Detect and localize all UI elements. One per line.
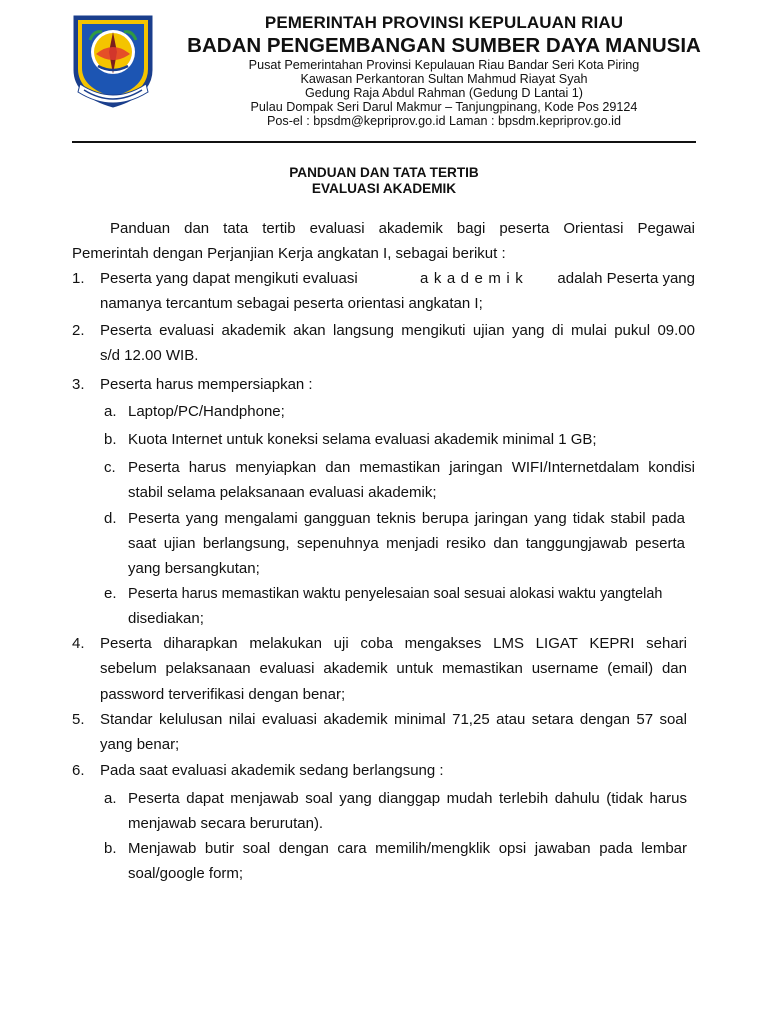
- list-number: 6.: [72, 762, 85, 779]
- sublist-letter: a.: [104, 790, 117, 807]
- letterhead-address-line: Kawasan Perkantoran Sultan Mahmud Riayat Syah: [300, 72, 588, 86]
- letterhead-address-line: Pusat Pemerintahan Provinsi Kepulauan Riau Bandar Seri Kota Piring: [248, 58, 640, 72]
- letterhead-address-line: Gedung Raja Abdul Rahman (Gedung D Lantai 1): [305, 86, 583, 100]
- sublist-item-line: Peserta dapat menjawab soal yang dianggap mudah terlebih dahulu (tidak harus: [128, 790, 687, 807]
- list-item-line-spaced: akademik: [420, 270, 529, 287]
- list-number: 1.: [72, 270, 85, 287]
- sublist-letter: d.: [104, 510, 117, 527]
- letterhead-address-line: Pulau Dompak Seri Darul Makmur – Tanjungpinang, Kode Pos 29124: [250, 100, 638, 114]
- sublist-item-line: menjawab secara berurutan).: [128, 815, 324, 832]
- list-item-line: Standar kelulusan nilai evaluasi akademik minimal 71,25 atau setara dengan 57 soal: [100, 711, 687, 728]
- list-item-line: yang benar;: [100, 736, 180, 753]
- sublist-item-line: Laptop/PC/Handphone;: [128, 403, 285, 420]
- sublist-item-line: Menjawab butir soal dengan cara memilih/mengklik opsi jawaban pada lembar: [128, 840, 687, 857]
- sublist-item-line: saat ujian berlangsung, sepenuhnya menjadi resiko dan tanggungjawab peserta: [128, 535, 685, 552]
- sublist-letter: c.: [104, 459, 116, 476]
- sublist-letter: e.: [104, 585, 117, 602]
- letterhead-contact-line: Pos-el : bpsdm@kepriprov.go.id Laman : bpsdm.kepriprov.go.id: [267, 114, 621, 128]
- sublist-item-line: Peserta harus menyiapkan dan memastikan jaringan WIFI/Internetdalam kondisi: [128, 459, 695, 476]
- sublist-item-line: Peserta harus memastikan waktu penyelesaian soal sesuai alokasi waktu yangtelah: [128, 586, 663, 602]
- document-title: PANDUAN DAN TATA TERTIB: [289, 165, 479, 180]
- list-item-line: Peserta evaluasi akademik akan langsung mengikuti ujian yang di mulai pukul 09.00: [100, 322, 695, 339]
- sublist-item-line: Kuota Internet untuk koneksi selama evaluasi akademik minimal 1 GB;: [128, 431, 597, 448]
- list-item-line: sebelum pelaksanaan evaluasi akademik untuk memastikan username (email) dan: [100, 660, 687, 677]
- list-number: 5.: [72, 711, 85, 728]
- list-item-line: s/d 12.00 WIB.: [100, 347, 199, 364]
- sublist-letter: b.: [104, 840, 117, 857]
- sublist-item-line: yang bersangkutan;: [128, 560, 260, 577]
- sublist-letter: b.: [104, 431, 117, 448]
- list-item-line: Peserta diharapkan melakukan uji coba mengakses LMS LIGAT KEPRI sehari: [100, 635, 687, 652]
- list-item-line: adalah Peserta yang: [557, 270, 695, 287]
- intro-line: Pemerintah dengan Perjanjian Kerja angkatan I, sebagai berikut :: [72, 245, 506, 262]
- list-item-line: Peserta harus mempersiapkan :: [100, 376, 313, 393]
- intro-line: Panduan dan tata tertib evaluasi akademik bagi peserta Orientasi Pegawai: [110, 220, 695, 237]
- provincial-emblem-logo: [68, 10, 158, 110]
- sublist-item-line: stabil selama pelaksanaan evaluasi akademik;: [128, 484, 437, 501]
- sublist-item-line: Peserta yang mengalami gangguan teknis berupa jaringan yang tidak stabil pada: [128, 510, 685, 527]
- letterhead-government: PEMERINTAH PROVINSI KEPULAUAN RIAU: [264, 13, 624, 32]
- sublist-letter: a.: [104, 403, 117, 420]
- list-item-line: Pada saat evaluasi akademik sedang berlangsung :: [100, 762, 444, 779]
- letterhead-agency: BADAN PENGEMBANGAN SUMBER DAYA MANUSIA: [187, 34, 701, 57]
- list-item-line: password terverifikasi dengan benar;: [100, 686, 346, 703]
- list-number: 2.: [72, 322, 85, 339]
- list-number: 4.: [72, 635, 85, 652]
- document-subtitle: EVALUASI AKADEMIK: [311, 181, 457, 196]
- letterhead-divider: [72, 141, 696, 143]
- sublist-item-line: disediakan;: [128, 610, 204, 627]
- list-number: 3.: [72, 376, 85, 393]
- list-item-line: Peserta yang dapat mengikuti evaluasi: [100, 270, 358, 287]
- list-item-line: namanya tercantum sebagai peserta orientasi angkatan I;: [100, 295, 483, 312]
- sublist-item-line: soal/google form;: [128, 865, 244, 882]
